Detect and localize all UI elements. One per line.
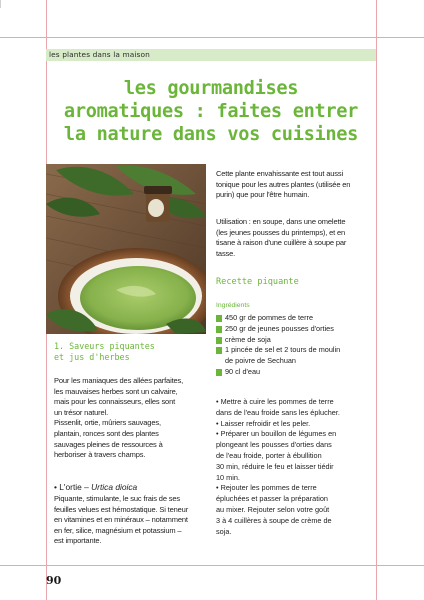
recipe-step bbox=[216, 419, 340, 430]
ingredient-item bbox=[216, 345, 340, 367]
text-line: un trésor naturel. bbox=[54, 407, 108, 417]
ingredients-label: Ingrédients bbox=[216, 302, 250, 309]
text-line: en fer, silice, magnésium et potassium – bbox=[54, 525, 182, 535]
right-intro-paragraph bbox=[216, 169, 350, 201]
ortie-paragraph bbox=[54, 494, 188, 547]
text-line: Utilisation : en soupe, dans une omelette bbox=[216, 217, 346, 226]
title-line-3: la nature dans vos cuisines bbox=[63, 124, 359, 145]
text-line: • Préparer un bouillon de légumes en bbox=[216, 429, 337, 439]
text-line: tisane à raison d'une cuillère à soupe par bbox=[216, 238, 347, 248]
recipe-step bbox=[216, 483, 340, 537]
usage-paragraph bbox=[216, 217, 346, 259]
ingredient-text-continued: de poivre de Sechuan bbox=[225, 356, 296, 366]
green-square-bullet bbox=[216, 369, 222, 376]
text-line: plongeant les pousses d'orties dans bbox=[216, 440, 332, 450]
ortie-heading bbox=[54, 482, 137, 492]
text-line: est importante. bbox=[54, 536, 102, 546]
text-line: sauvages pleines de ressources à bbox=[54, 439, 163, 449]
article-title bbox=[46, 77, 376, 146]
text-line: • Laisser refroidir et les peler. bbox=[216, 418, 311, 428]
ingredient-text: 1 pincée de sel et 2 tours de moulin bbox=[225, 345, 341, 355]
text-line: soja. bbox=[216, 526, 232, 536]
crop-mark-bottom bbox=[0, 565, 424, 566]
ingredient-item bbox=[216, 324, 340, 335]
ortie-heading-prefix: • L'ortie – bbox=[54, 482, 92, 492]
text-line: les mauvaises herbes sont un calvaire, bbox=[54, 386, 178, 396]
ingredient-item bbox=[216, 367, 340, 378]
ingredient-text: 450 gr de pommes de terre bbox=[225, 313, 314, 322]
photo-caption bbox=[54, 341, 155, 363]
text-line: Cette plante envahissante est tout aussi bbox=[216, 169, 344, 178]
ingredient-item bbox=[216, 313, 340, 324]
green-square-bullet bbox=[216, 347, 222, 354]
text-line: • Mettre à cuire les pommes de terre bbox=[216, 397, 334, 406]
recipe-step bbox=[216, 397, 340, 419]
recipe-title: Recette piquante bbox=[216, 277, 299, 287]
ingredient-text: crème de soja bbox=[225, 334, 271, 344]
title-line-2: aromatiques : faites entrer bbox=[63, 101, 359, 122]
text-line: tonique pour les autres plantes (utilisée en bbox=[216, 179, 351, 189]
ortie-latin-name: Urtica dioica bbox=[91, 482, 138, 492]
title-line-1: les gourmandises bbox=[123, 78, 299, 99]
text-line: dans de l'eau froide sans les éplucher. bbox=[216, 407, 340, 417]
corner-mark bbox=[0, 0, 1, 8]
text-line: en vitamines et en minéraux – notamment bbox=[54, 515, 188, 525]
text-line: plantain, ronces sont des plantes bbox=[54, 428, 159, 438]
caption-line-2: et jus d'herbes bbox=[54, 352, 130, 362]
crop-mark-right bbox=[376, 0, 377, 600]
green-square-bullet bbox=[216, 337, 222, 344]
caption-line-1: 1. Saveurs piquantes bbox=[54, 341, 155, 351]
text-line: épluchées et passer la préparation bbox=[216, 494, 328, 504]
text-line: • Rejouter les pommes de terre bbox=[216, 483, 317, 493]
ingredient-item bbox=[216, 335, 340, 346]
text-line: de l'eau froide, porter à ébullition bbox=[216, 450, 322, 460]
text-line: 10 min. bbox=[216, 472, 240, 482]
text-line: (les jeunes pousses du printemps), et en bbox=[216, 227, 346, 237]
left-intro-paragraph bbox=[54, 376, 183, 461]
text-line: Pour les maniaques des allées parfaites, bbox=[54, 376, 184, 385]
text-line: purin) que pour l'être humain. bbox=[216, 190, 310, 200]
text-line: 30 min, réduire le feu et laisser tiédir bbox=[216, 461, 334, 471]
text-line: feuilles velues est hémostatique. Si teneur bbox=[54, 504, 189, 514]
crop-mark-top bbox=[0, 37, 424, 38]
ingredient-text: 250 gr de jeunes pousses d'orties bbox=[225, 323, 334, 333]
section-label: les plantes dans la maison bbox=[49, 50, 150, 59]
ingredient-text: 90 cl d'eau bbox=[225, 366, 261, 376]
text-line: herboriser à travers champs. bbox=[54, 450, 146, 460]
text-line: au mixer. Rejouter selon votre goût bbox=[216, 504, 330, 514]
text-line: Pissenlit, ortie, mûriers sauvages, bbox=[54, 418, 161, 428]
text-line: tasse. bbox=[216, 248, 236, 258]
ingredients-list bbox=[216, 313, 340, 378]
recipe-step bbox=[216, 429, 340, 483]
green-square-bullet bbox=[216, 326, 222, 333]
page-number: 90 bbox=[46, 574, 62, 587]
text-line: Piquante, stimulante, le suc frais de ses bbox=[54, 494, 181, 503]
soup-photo bbox=[46, 164, 206, 334]
text-line: 3 à 4 cuillères à soupe de crème de bbox=[216, 515, 332, 525]
green-square-bullet bbox=[216, 315, 222, 322]
recipe-steps bbox=[216, 397, 340, 537]
text-line: mais pour les connaisseurs, elles sont bbox=[54, 397, 176, 407]
